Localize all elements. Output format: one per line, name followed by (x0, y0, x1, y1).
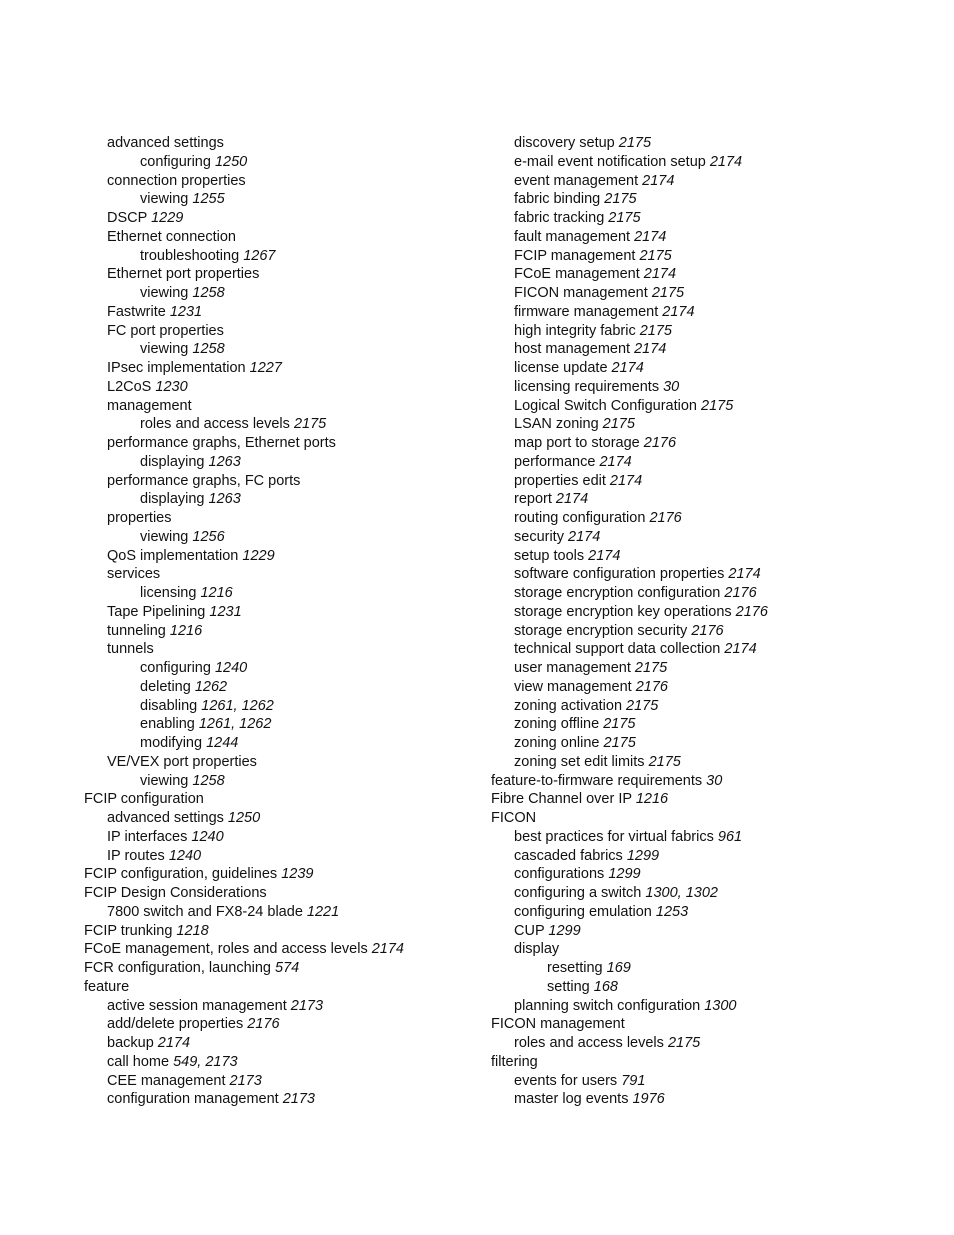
index-sub-entry (491, 565, 931, 584)
index-term: security (514, 528, 564, 545)
page-reference[interactable]: 574 (275, 960, 300, 976)
index-sub-entry (491, 209, 931, 228)
index-sub-entry (491, 172, 931, 191)
index-sub-entry (491, 865, 931, 884)
index-sub-entry (84, 828, 484, 847)
index-main-entry (84, 978, 484, 997)
index-term: FC port properties (107, 322, 224, 339)
index-term: zoning activation (514, 697, 623, 714)
index-term: tunneling (107, 622, 166, 639)
page-reference[interactable]: 2174 (728, 566, 761, 583)
index-sub-entry (84, 1072, 484, 1091)
page-reference[interactable]: 2174 (662, 303, 695, 320)
page-reference[interactable]: 2175 (626, 697, 659, 714)
index-term: viewing (140, 772, 189, 789)
page-reference[interactable]: 2173 (290, 997, 324, 1014)
page-reference[interactable]: 2176 (735, 603, 768, 620)
page-reference[interactable]: 1261, 1262 (198, 716, 272, 733)
page-reference[interactable]: 1229 (151, 210, 184, 226)
index-subsub-entry (491, 978, 931, 997)
index-sub-entry (84, 1053, 484, 1072)
index-subsub-entry (84, 153, 484, 172)
index-sub-entry (491, 509, 931, 528)
index-sub-entry (491, 284, 931, 303)
page-reference[interactable]: 2175 (603, 735, 636, 751)
index-term: FCoE management (514, 266, 640, 283)
page-reference[interactable]: 1216 (635, 791, 669, 808)
page-reference[interactable]: 1250 (214, 153, 248, 170)
index-subsub-entry (84, 734, 484, 753)
page-reference[interactable]: 1299 (608, 866, 641, 883)
index-term: host management (514, 341, 631, 358)
index-sub-entry (491, 753, 931, 772)
index-sub-entry (491, 622, 931, 641)
page-reference[interactable]: 1240 (168, 847, 202, 864)
index-term: configurations (514, 866, 605, 883)
index-main-entry (491, 772, 931, 791)
index-sub-entry (491, 715, 931, 734)
page-reference[interactable]: 1262 (194, 678, 228, 695)
index-term: cascaded fabrics (514, 847, 623, 864)
index-term: configuring (140, 153, 211, 170)
page-reference[interactable]: 1216 (200, 585, 233, 601)
page-reference[interactable]: 1253 (655, 903, 689, 920)
page-reference[interactable]: 1300, 1302 (645, 885, 718, 901)
index-subsub-entry (84, 528, 484, 547)
index-sub-entry (491, 547, 931, 566)
index-sub-entry (84, 1034, 484, 1053)
index-sub-entry (491, 265, 931, 284)
index-term: displaying (140, 491, 205, 508)
index-sub-entry (491, 453, 931, 472)
index-term: configuring (140, 660, 211, 676)
index-term: management (107, 397, 192, 414)
index-sub-entry (84, 1015, 484, 1034)
page-reference[interactable]: 1300 (704, 997, 737, 1014)
index-term: licensing (140, 585, 197, 601)
page-reference[interactable]: 2175 (651, 285, 685, 301)
index-term: configuring a switch (514, 885, 642, 901)
page-reference[interactable]: 2176 (247, 1016, 280, 1033)
page-reference[interactable]: 2174 (611, 360, 644, 376)
index-sub-entry (84, 378, 484, 397)
index-term: discovery setup (514, 135, 615, 151)
page-reference[interactable]: 1299 (548, 922, 581, 939)
index-term: zoning set edit limits (514, 753, 645, 770)
index-main-entry (491, 809, 931, 828)
index-term: displaying (140, 453, 205, 470)
index-sub-entry (84, 434, 484, 453)
index-term: troubleshooting (140, 247, 240, 264)
index-column-left (84, 134, 484, 1109)
index-sub-entry (491, 1072, 931, 1091)
index-term: license update (514, 360, 608, 376)
index-sub-entry (84, 472, 484, 491)
index-sub-entry (491, 584, 931, 603)
index-term: configuring emulation (514, 903, 652, 920)
index-sub-entry (491, 397, 931, 416)
index-term: planning switch configuration (514, 997, 701, 1014)
index-sub-entry (491, 359, 931, 378)
index-term: best practices for virtual fabrics (514, 828, 714, 845)
index-subsub-entry (84, 697, 484, 716)
index-term: performance (514, 453, 596, 470)
index-term: CEE management (107, 1072, 226, 1089)
index-term: Logical Switch Configuration (514, 397, 697, 414)
index-term: L2CoS (107, 378, 152, 395)
index-term: fault management (514, 228, 631, 245)
page-reference[interactable]: 1261, 1262 (201, 697, 274, 714)
index-term: view management (514, 678, 632, 695)
index-term: setting (547, 978, 590, 995)
index-subsub-entry (84, 453, 484, 472)
index-subsub-entry (84, 584, 484, 603)
index-term: Ethernet port properties (107, 266, 260, 283)
index-term: performance graphs, FC ports (107, 472, 301, 489)
page-reference[interactable]: 2173 (229, 1072, 262, 1089)
index-term: enabling (140, 716, 195, 733)
page-reference[interactable]: 2176 (724, 585, 757, 601)
index-sub-entry (84, 622, 484, 641)
index-term: deleting (140, 678, 191, 695)
index-term: firmware management (514, 303, 659, 320)
index-sub-entry (491, 228, 931, 247)
page-reference[interactable]: 2176 (649, 510, 682, 526)
index-sub-entry (84, 172, 484, 191)
page-reference[interactable]: 2176 (643, 435, 677, 451)
index-sub-entry (491, 678, 931, 697)
index-term: roles and access levels (514, 1035, 664, 1051)
page-reference[interactable]: 1263 (208, 491, 241, 508)
page-reference[interactable]: 2174 (568, 528, 601, 545)
index-term: FCIP Design Considerations (84, 885, 267, 901)
index-term: IP interfaces (107, 828, 188, 845)
index-sub-entry (491, 847, 931, 866)
index-term: VE/VEX port properties (107, 753, 257, 770)
index-main-entry (84, 884, 484, 903)
page-reference[interactable]: 961 (717, 828, 743, 845)
index-term: technical support data collection (514, 641, 721, 658)
index-sub-entry (491, 490, 931, 509)
index-term: zoning offline (514, 716, 600, 733)
index-sub-entry (491, 940, 931, 959)
index-term: backup (107, 1035, 154, 1051)
index-subsub-entry (84, 340, 484, 359)
index-sub-entry (84, 1090, 484, 1109)
page-reference[interactable]: 791 (621, 1072, 646, 1089)
page-reference[interactable]: 1267 (243, 247, 276, 264)
page-reference[interactable]: 2174 (599, 453, 632, 470)
page-reference[interactable]: 2174 (157, 1035, 191, 1051)
index-sub-entry (491, 603, 931, 622)
index-term: performance graphs, Ethernet ports (107, 435, 336, 451)
index-sub-entry (491, 997, 931, 1016)
index-term: FCIP trunking (84, 922, 173, 939)
index-term: advanced settings (107, 810, 224, 826)
index-term: user management (514, 660, 631, 676)
index-term: storage encryption key operations (514, 603, 732, 620)
page-reference[interactable]: 1227 (249, 360, 282, 376)
page-reference[interactable]: 1258 (192, 772, 225, 789)
page-reference[interactable]: 1250 (227, 810, 261, 826)
page-reference[interactable]: 2174 (371, 941, 404, 958)
index-term: Fibre Channel over IP (491, 791, 632, 808)
index-term: storage encryption configuration (514, 585, 721, 601)
index-term: CUP (514, 922, 545, 939)
index-sub-entry (84, 903, 484, 922)
index-sub-entry (84, 397, 484, 416)
page-reference[interactable]: 2173 (282, 1091, 315, 1108)
index-term: event management (514, 172, 639, 189)
index-term: feature (84, 978, 130, 995)
index-term: Tape Pipelining (107, 603, 206, 620)
page-reference[interactable]: 2175 (648, 753, 681, 770)
page-reference[interactable]: 2174 (634, 228, 667, 245)
index-subsub-entry (84, 190, 484, 209)
index-term: FICON management (491, 1016, 625, 1033)
index-sub-entry (84, 265, 484, 284)
index-term: add/delete properties (107, 1016, 244, 1033)
page-reference[interactable]: 2176 (691, 622, 724, 639)
index-term: IPsec implementation (107, 360, 246, 376)
index-term: configuration management (107, 1091, 279, 1108)
page-reference[interactable]: 168 (593, 978, 618, 995)
index-term: advanced settings (107, 135, 224, 151)
page-reference[interactable]: 2175 (603, 716, 636, 733)
index-term: roles and access levels (140, 416, 290, 433)
index-term: events for users (514, 1072, 618, 1089)
index-sub-entry (491, 322, 931, 341)
index-term: properties edit (514, 472, 606, 489)
page-reference[interactable]: 2174 (724, 641, 757, 658)
index-sub-entry (491, 415, 931, 434)
page-reference[interactable]: 1230 (155, 378, 188, 395)
page-reference[interactable]: 30 (706, 772, 723, 789)
index-term: viewing (140, 285, 189, 301)
index-sub-entry (84, 322, 484, 341)
index-term: disabling (140, 697, 198, 714)
index-sub-entry (491, 922, 931, 941)
page-reference[interactable]: 2175 (639, 247, 672, 264)
index-term: high integrity fabric (514, 322, 636, 339)
index-term: IP routes (107, 847, 165, 864)
index-term: setup tools (514, 547, 585, 564)
index-term: FCIP configuration (84, 791, 204, 808)
index-sub-entry (84, 547, 484, 566)
index-column-right (491, 134, 931, 1109)
index-term: LSAN zoning (514, 416, 599, 433)
page-reference[interactable]: 1258 (192, 285, 225, 301)
index-term: report (514, 491, 552, 508)
index-sub-entry (491, 697, 931, 716)
index-sub-entry (491, 1034, 931, 1053)
page-reference[interactable]: 1258 (192, 341, 225, 358)
index-sub-entry (491, 247, 931, 266)
index-sub-entry (84, 209, 484, 228)
index-subsub-entry (84, 284, 484, 303)
page-reference[interactable]: 2175 (293, 416, 327, 433)
index-sub-entry (491, 134, 931, 153)
index-term: DSCP (107, 210, 148, 226)
index-term: storage encryption security (514, 622, 688, 639)
page-reference[interactable]: 1218 (176, 922, 209, 939)
index-main-entry (84, 940, 484, 959)
index-sub-entry (491, 1090, 931, 1109)
index-term: FICON (491, 810, 537, 826)
page-reference[interactable]: 2175 (639, 322, 672, 339)
index-subsub-entry (84, 490, 484, 509)
index-sub-entry (491, 734, 931, 753)
index-sub-entry (491, 434, 931, 453)
index-term: e-mail event notification setup (514, 153, 706, 170)
page-reference[interactable]: 1263 (208, 453, 241, 470)
page-reference[interactable]: 1229 (242, 547, 275, 564)
index-term: zoning online (514, 735, 600, 751)
page-reference[interactable]: 2174 (642, 172, 675, 189)
index-subsub-entry (491, 959, 931, 978)
index-subsub-entry (84, 415, 484, 434)
index-term: software configuration properties (514, 566, 725, 583)
index-term: properties (107, 510, 172, 526)
index-sub-entry (84, 640, 484, 659)
page-reference[interactable]: 2175 (634, 660, 668, 676)
index-term: FICON management (514, 285, 648, 301)
index-term: fabric tracking (514, 210, 605, 226)
index-term: fabric binding (514, 191, 601, 208)
index-term: Ethernet connection (107, 228, 236, 245)
page-reference[interactable]: 1299 (626, 847, 660, 864)
page-reference[interactable]: 1240 (214, 660, 248, 676)
page-reference[interactable]: 1255 (192, 191, 225, 208)
index-term: FCIP configuration, guidelines (84, 866, 278, 883)
index-main-entry (84, 959, 484, 978)
index-sub-entry (84, 228, 484, 247)
index-term: filtering (491, 1053, 538, 1070)
index-sub-entry (491, 472, 931, 491)
index-sub-entry (84, 847, 484, 866)
index-sub-entry (84, 359, 484, 378)
index-sub-entry (84, 303, 484, 322)
index-term: services (107, 566, 161, 583)
index-subsub-entry (84, 772, 484, 791)
index-sub-entry (84, 565, 484, 584)
index-subsub-entry (84, 678, 484, 697)
index-subsub-entry (84, 715, 484, 734)
index-term: viewing (140, 191, 189, 208)
index-term: display (514, 941, 560, 958)
page-reference[interactable]: 1976 (632, 1091, 665, 1108)
page-reference[interactable]: 2175 (602, 416, 635, 433)
index-term: FCR configuration, launching (84, 960, 271, 976)
index-term: active session management (107, 997, 287, 1014)
index-term: modifying (140, 735, 203, 751)
index-subsub-entry (84, 659, 484, 678)
page-reference[interactable]: 2174 (634, 341, 667, 358)
index-term: FCoE management, roles and access levels (84, 941, 368, 958)
page-reference[interactable]: 2175 (667, 1035, 701, 1051)
index-sub-entry (84, 809, 484, 828)
index-sub-entry (491, 303, 931, 322)
page-reference[interactable]: 549, 2173 (173, 1053, 238, 1070)
index-term: tunnels (107, 641, 154, 658)
page-reference[interactable]: 1231 (209, 603, 242, 620)
index-term: FCIP management (514, 247, 636, 264)
page-reference[interactable]: 1256 (192, 528, 225, 545)
page-reference[interactable]: 1221 (306, 903, 340, 920)
page-reference[interactable]: 2174 (643, 266, 677, 283)
index-sub-entry (491, 153, 931, 172)
page-reference[interactable]: 1240 (191, 828, 224, 845)
index-term: master log events (514, 1091, 629, 1108)
page-reference[interactable]: 2176 (635, 678, 668, 695)
index-sub-entry (84, 603, 484, 622)
index-term: viewing (140, 341, 189, 358)
index-sub-entry (84, 509, 484, 528)
index-sub-entry (491, 340, 931, 359)
index-sub-entry (491, 903, 931, 922)
page-reference[interactable]: 2174 (609, 472, 643, 489)
index-subsub-entry (84, 247, 484, 266)
index-main-entry (84, 790, 484, 809)
index-sub-entry (491, 190, 931, 209)
index-term: licensing requirements (514, 378, 660, 395)
page-reference[interactable]: 2175 (604, 191, 637, 208)
index-term: QoS implementation (107, 547, 239, 564)
index-main-entry (491, 790, 931, 809)
index-sub-entry (84, 997, 484, 1016)
page-reference[interactable]: 2174 (555, 491, 589, 508)
index-main-entry (491, 1015, 931, 1034)
page-reference[interactable]: 30 (663, 378, 680, 395)
page-reference[interactable]: 2174 (709, 153, 743, 170)
index-sub-entry (84, 753, 484, 772)
index-main-entry (84, 865, 484, 884)
index-main-entry (84, 922, 484, 941)
page-reference[interactable]: 2174 (588, 547, 621, 564)
index-sub-entry (84, 134, 484, 153)
index-sub-entry (491, 378, 931, 397)
index-term: resetting (547, 960, 603, 976)
index-sub-entry (491, 659, 931, 678)
index-sub-entry (491, 884, 931, 903)
page-reference[interactable]: 1239 (281, 866, 314, 883)
page-reference[interactable]: 1231 (169, 303, 203, 320)
index-main-entry (491, 1053, 931, 1072)
index-sub-entry (491, 528, 931, 547)
index-term: Fastwrite (107, 303, 166, 320)
page-reference[interactable]: 169 (606, 960, 631, 976)
index-sub-entry (491, 640, 931, 659)
index-term: call home (107, 1053, 170, 1070)
page-reference[interactable]: 2175 (608, 210, 641, 226)
page-reference[interactable]: 1244 (206, 735, 239, 751)
index-term: connection properties (107, 172, 246, 189)
index-sub-entry (491, 828, 931, 847)
page-reference[interactable]: 1216 (169, 622, 203, 639)
index-term: 7800 switch and FX8-24 blade (107, 903, 303, 920)
index-term: feature-to-firmware requirements (491, 772, 703, 789)
index-term: map port to storage (514, 435, 640, 451)
index-term: viewing (140, 528, 189, 545)
page-reference[interactable]: 2175 (701, 397, 734, 414)
index-term: routing configuration (514, 510, 646, 526)
page-reference[interactable]: 2175 (618, 135, 652, 151)
